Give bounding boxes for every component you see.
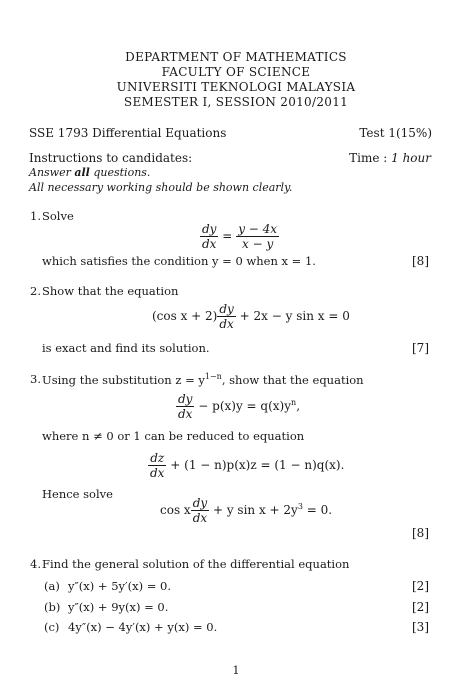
question-2-equation: (cos x + 2) $\frac{dy}{dx}$ + 2x − y sin x = 0 [152, 302, 350, 331]
semester-heading: SEMESTER I, SESSION 2010/2011 [123, 95, 349, 109]
question-1-condition: which satisfies the condition y = 0 when x = 1. [42, 254, 316, 268]
question-2-intro: Show that the equation [42, 284, 179, 298]
question-3-mark: [8] [412, 526, 429, 540]
question-3-equation-2: $\frac{dz}{dx}$ + (1 − n)p(x)z = (1 − n)q(x). [150, 451, 345, 480]
instructions-title: Instructions to candidates: [29, 151, 193, 165]
question-4-intro: Find the general solution of the differential equation [42, 557, 350, 571]
question-1-mark: [8] [412, 254, 429, 268]
time-allowed: Time : 1 hour [349, 151, 431, 165]
question-4c-label: (c) [44, 620, 60, 634]
question-4a-equation: y″(x) + 5y′(x) = 0. [68, 579, 172, 593]
question-2-number: 2. [30, 284, 41, 298]
question-4a-mark: [2] [412, 579, 429, 593]
question-1-number: 1. [30, 209, 41, 223]
instructions-line-2: All necessary working should be shown clearly. [29, 181, 293, 194]
test-weight: Test 1(15%) [359, 126, 432, 140]
page-number: 1 [232, 664, 240, 677]
question-2-mark: [7] [412, 341, 429, 355]
department-heading: DEPARTMENT OF MATHEMATICS [125, 50, 347, 64]
course-title: SSE 1793 Differential Equations [29, 126, 227, 140]
faculty-heading: FACULTY OF SCIENCE [161, 65, 311, 79]
university-heading: UNIVERSITI TEKNOLOGI MALAYSIA [116, 80, 356, 94]
question-2-after: is exact and find its solution. [42, 341, 210, 355]
question-4b-label: (b) [44, 600, 61, 614]
instructions-line-1: Answer all questions. [29, 166, 151, 179]
question-3-equation-1: $\frac{dy}{dx}$ − $p(x)y = q(x)y^n$, [178, 392, 301, 421]
question-4c-mark: [3] [412, 620, 429, 634]
question-4b-mark: [2] [412, 600, 429, 614]
question-4b-equation: y″(x) + 9y(x) = 0. [68, 600, 169, 614]
question-3-hence: Hence solve [42, 487, 113, 501]
question-4-number: 4. [30, 557, 41, 571]
question-1-equation: $\frac{dy}{dx}$ = $\frac{y - 4x}{x - y}$ [202, 222, 278, 251]
question-3-intro: Using the substitution $z = y^{1-n}$, show that the equation [42, 372, 364, 387]
question-4c-equation: 4y″(x) − 4y′(x) + y(x) = 0. [68, 620, 218, 634]
question-1-intro: Solve [42, 209, 74, 223]
question-3-equation-3: cos x $\frac{dy}{dx}$ + y $\sin x + 2y^3 = 0$. [160, 496, 333, 525]
question-3-where: where n ≠ 0 or 1 can be reduced to equation [42, 429, 305, 443]
question-4a-label: (a) [44, 579, 60, 593]
question-3-number: 3. [30, 372, 41, 386]
